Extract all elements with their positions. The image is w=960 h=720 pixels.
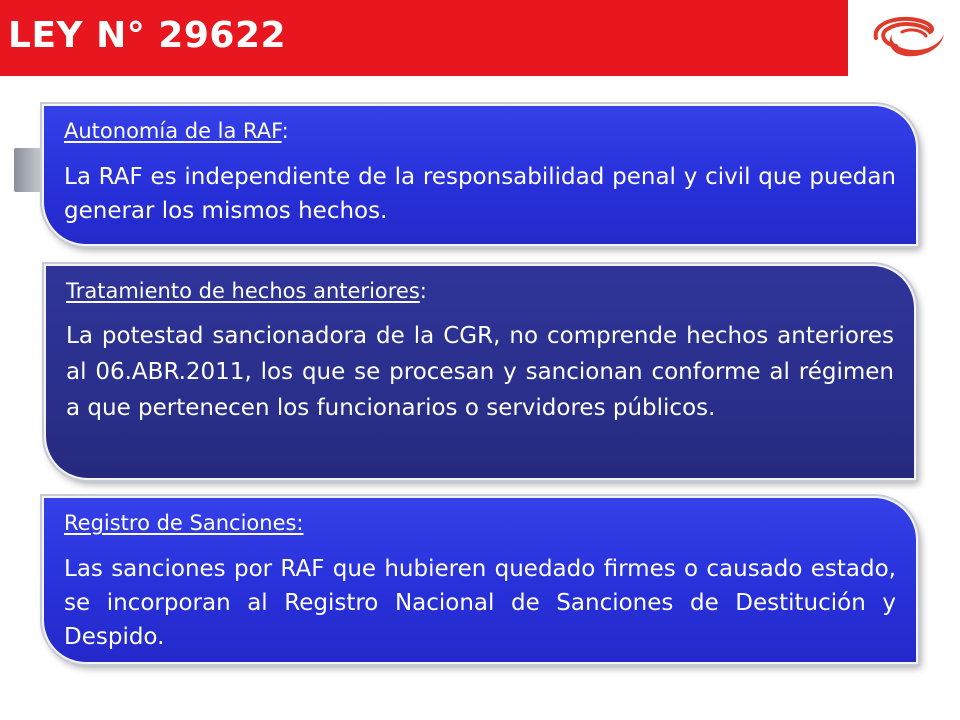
- section-heading-text: Tratamiento de hechos anteriores: [66, 279, 420, 303]
- section-heading-suffix: :: [281, 119, 289, 143]
- section-body: La RAF es independiente de la responsabilidad penal y civil que puedan generar los mismos hechos.: [64, 164, 896, 224]
- section-heading: [64, 118, 896, 144]
- section-heading: [66, 278, 894, 304]
- section-autonomia: [42, 104, 918, 246]
- section-tratamiento: [44, 264, 916, 480]
- section-heading: [64, 510, 896, 536]
- section-heading-text: Autonomía de la RAF: [64, 119, 282, 143]
- contraloria-swirl-logo-icon: [862, 8, 952, 68]
- page-title: LEY N° 29622: [8, 15, 287, 56]
- section-body: La potestad sancionadora de la CGR, no comprende hechos anteriores al 06.ABR.2011, los que se procesan y sancionan conforme al régimen a que pertenecen los funcionarios o servidores públicos.: [66, 323, 894, 421]
- section-body: Las sanciones por RAF que hubieren quedado firmes o causado estado, se incorporan al Registro Nacional de Sanciones de Destitución y Despido.: [64, 556, 896, 650]
- section-heading-suffix: :: [419, 279, 427, 303]
- section-registro: [42, 496, 918, 664]
- title-bar: [0, 0, 848, 76]
- section-heading-text: Registro de Sanciones:: [64, 511, 304, 535]
